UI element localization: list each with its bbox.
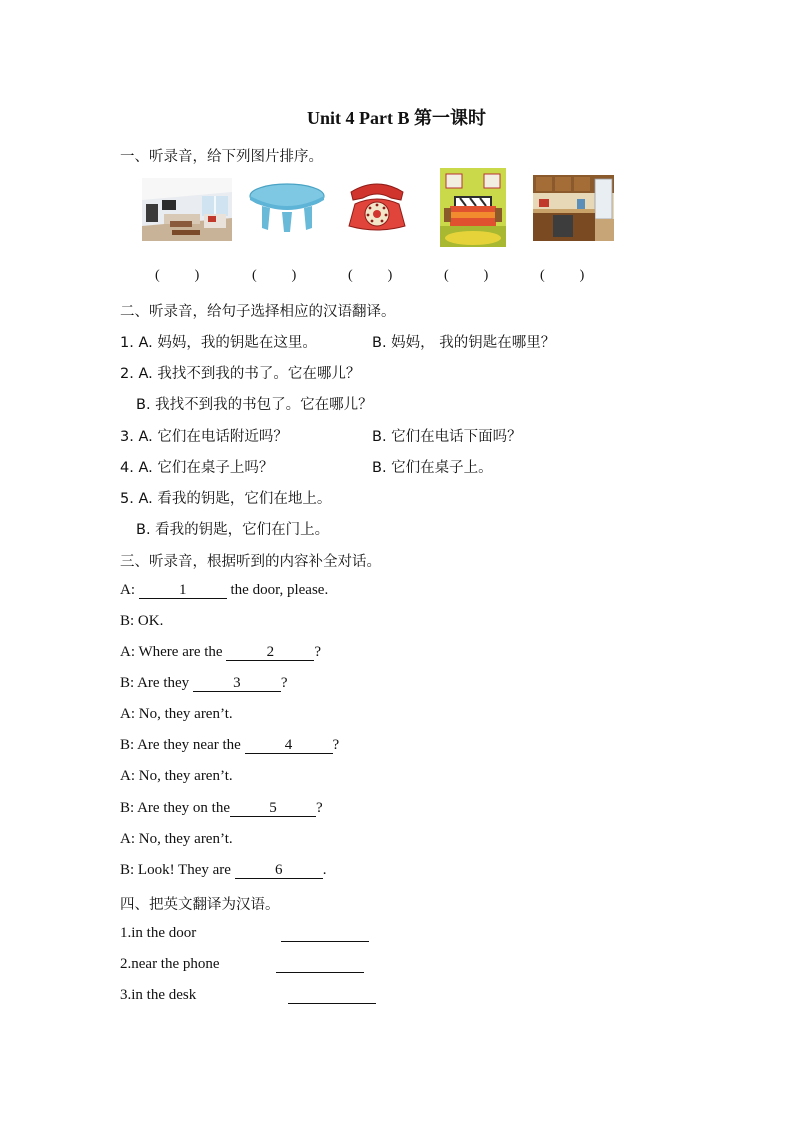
translate-answer-line-2[interactable]: [276, 958, 364, 973]
dialogue-line-8: B: Are they on the 5 ?: [120, 800, 323, 816]
living-room-picture: [142, 178, 232, 241]
question-3-option-b: B. 它们在电话下面吗？: [372, 429, 522, 445]
dialogue-line-5: A: No, they aren’t.: [120, 706, 233, 722]
dialogue-blank-2[interactable]: 2: [226, 644, 314, 661]
section3-heading: 三、听录音，根据听到的内容补全对话。: [120, 554, 381, 570]
table-picture: [248, 182, 326, 234]
question-2-option-b: B. 我找不到我的书包了。它在哪儿？: [136, 397, 373, 413]
answer-paren-5[interactable]: ( ): [540, 268, 585, 283]
answer-paren-2[interactable]: ( ): [252, 268, 297, 283]
question-2-option-a: 2. A. 我找不到我的书了。它在哪儿？: [120, 366, 361, 382]
question-5-option-a: 5. A. 看我的钥匙，它们在地上。: [120, 491, 332, 507]
translate-item-1: 1.in the door: [120, 925, 197, 941]
question-1-option-b: B. 妈妈， 我的钥匙在哪里？: [372, 335, 556, 351]
dialogue-blank-3[interactable]: 3: [193, 675, 281, 692]
dialogue-blank-6[interactable]: 6: [235, 862, 323, 879]
section1-heading: 一、听录音，给下列图片排序。: [120, 149, 323, 165]
translate-answer-line-1[interactable]: [281, 927, 369, 942]
answer-paren-1[interactable]: ( ): [155, 268, 200, 283]
section2-heading: 二、听录音，给句子选择相应的汉语翻译。: [120, 304, 396, 320]
dialogue-line-4: B: Are they 3 ?: [120, 675, 288, 691]
translate-answer-line-3[interactable]: [288, 989, 376, 1004]
kitchen-picture: [533, 175, 614, 241]
question-4-option-b: B. 它们在桌子上。: [372, 460, 493, 476]
telephone-picture: [345, 178, 409, 234]
dialogue-line-7: A: No, they aren’t.: [120, 768, 233, 784]
bedroom-picture: [440, 168, 506, 247]
dialogue-blank-4[interactable]: 4: [245, 737, 333, 754]
dialogue-line-3: A: Where are the 2 ?: [120, 644, 322, 660]
dialogue-line-1: A: 1 the door, please.: [120, 582, 329, 598]
dialogue-line-6: B: Are they near the 4 ?: [120, 737, 340, 753]
question-3-option-a: 3. A. 它们在电话附近吗？: [120, 429, 288, 445]
dialogue-line-2: B: OK.: [120, 613, 164, 629]
dialogue-line-9: A: No, they aren’t.: [120, 831, 233, 847]
translate-item-3: 3.in the desk: [120, 987, 197, 1003]
page-title: Unit 4 Part B 第一课时: [307, 108, 486, 128]
question-5-option-b: B. 看我的钥匙，它们在门上。: [136, 522, 330, 538]
translate-item-2: 2.near the phone: [120, 956, 220, 972]
dialogue-blank-1[interactable]: 1: [139, 582, 227, 599]
answer-paren-4[interactable]: ( ): [444, 268, 489, 283]
dialogue-blank-5[interactable]: 5: [230, 800, 316, 817]
section4-heading: 四、把英文翻译为汉语。: [120, 897, 280, 913]
question-1-option-a: 1. A. 妈妈，我的钥匙在这里。: [120, 335, 317, 351]
dialogue-line-10: B: Look! They are 6 .: [120, 862, 327, 878]
question-4-option-a: 4. A. 它们在桌子上吗？: [120, 460, 274, 476]
answer-paren-3[interactable]: ( ): [348, 268, 393, 283]
